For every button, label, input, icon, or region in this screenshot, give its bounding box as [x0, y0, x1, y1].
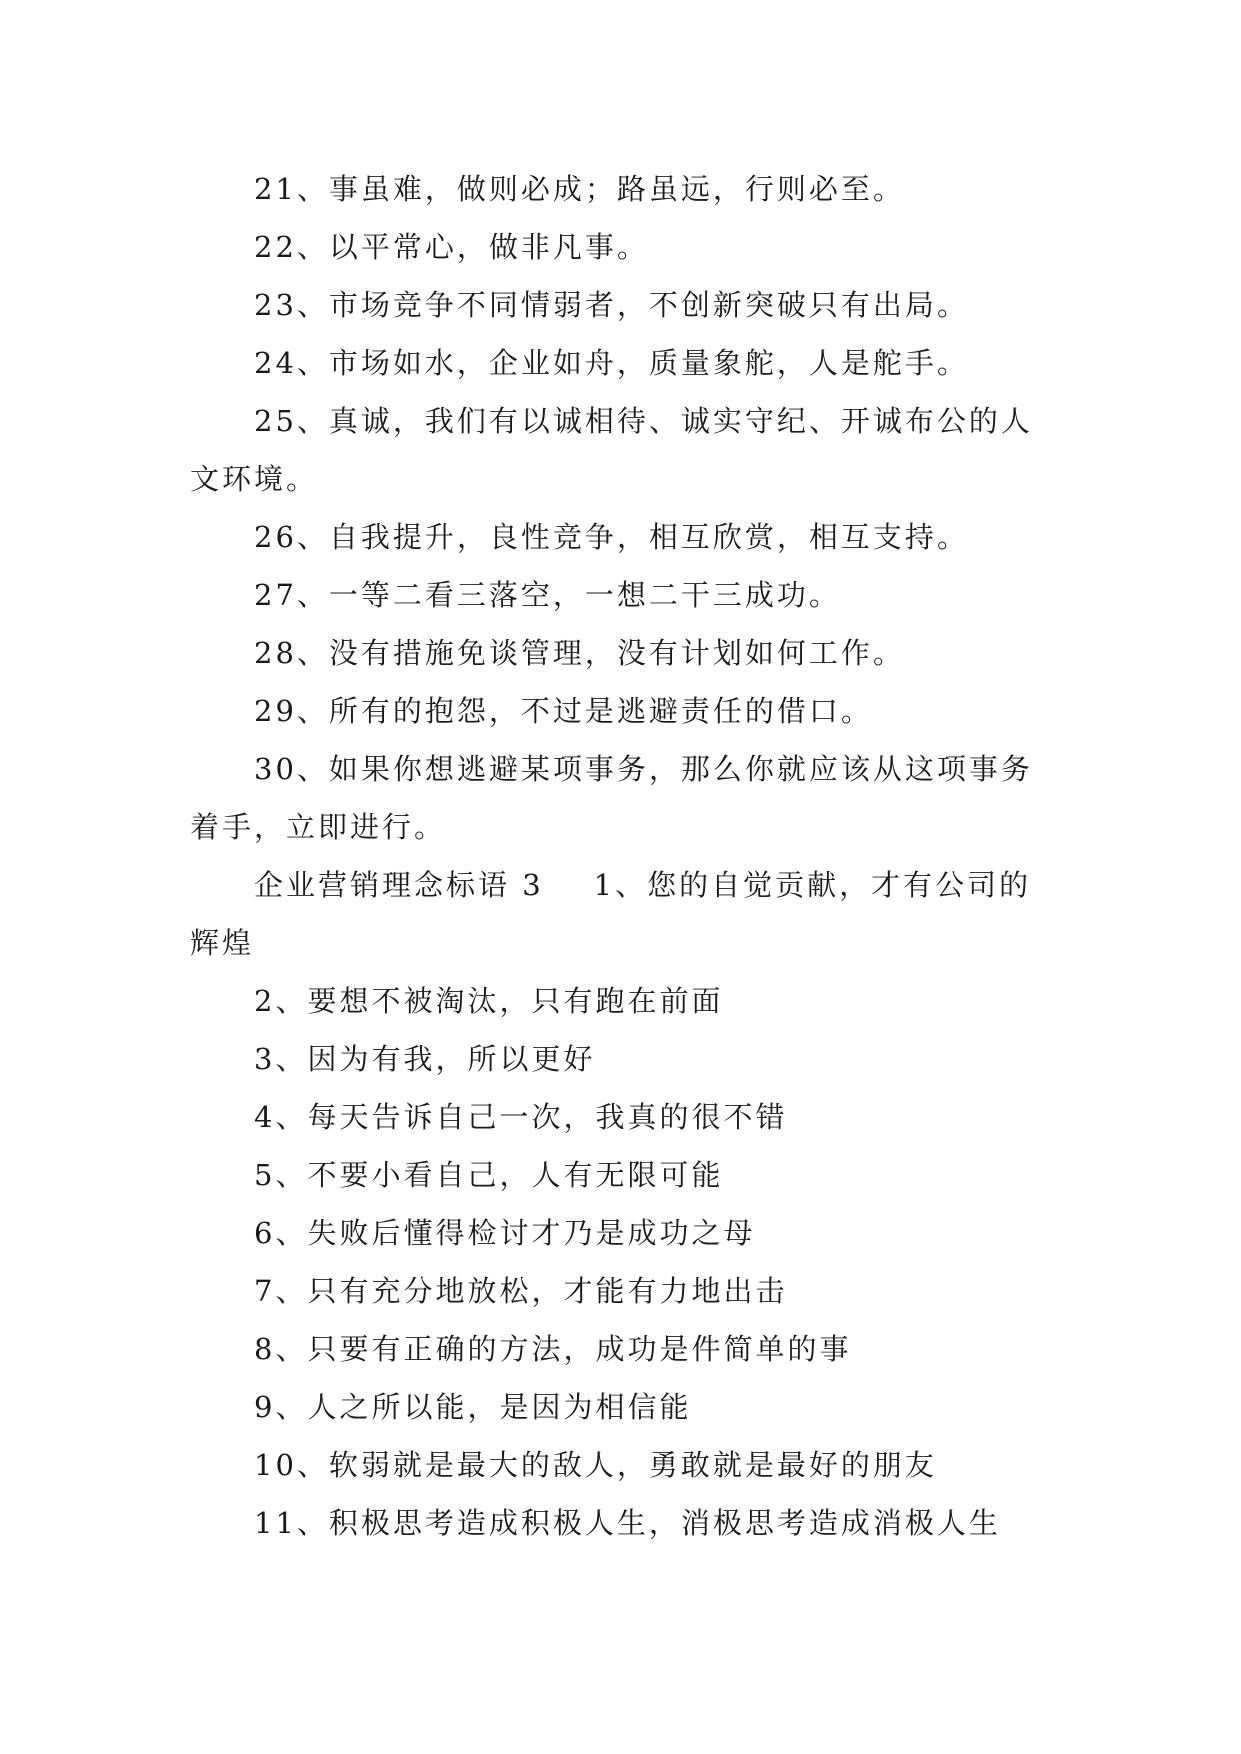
paragraph-25: 25、真诚，我们有以诚相待、诚实守纪、开诚布公的人文环境。	[190, 404, 1033, 496]
paragraph-29: 29、所有的抱怨，不过是逃避责任的借口。	[254, 694, 873, 728]
slogan-item-6: 6、失败后懂得检讨才乃是成功之母	[254, 1216, 756, 1250]
paragraph-21: 21、事虽难，做则必成；路虽远，行则必至。	[254, 172, 905, 206]
paragraph-22: 22、以平常心，做非凡事。	[254, 230, 649, 264]
slogan-item-11: 11、积极思考造成积极人生，消极思考造成消极人生	[254, 1506, 1001, 1540]
section-heading-paragraph	[190, 856, 1050, 972]
paragraph-27: 27、一等二看三落空，一想二干三成功。	[254, 578, 841, 612]
slogan-item-2: 2、要想不被淘汰，只有跑在前面	[254, 984, 724, 1018]
paragraph-26: 26、自我提升，良性竞争，相互欣赏，相互支持。	[254, 520, 969, 554]
paragraph-28: 28、没有措施免谈管理，没有计划如何工作。	[254, 636, 905, 670]
paragraph-30: 30、如果你想逃避某项事务，那么你就应该从这项事务着手，立即进行。	[190, 752, 1033, 844]
slogan-item-10: 10、软弱就是最大的敌人，勇敢就是最好的朋友	[254, 1448, 937, 1482]
paragraph-23: 23、市场竞争不同情弱者，不创新突破只有出局。	[254, 288, 969, 322]
slogan-item-8: 8、只要有正确的方法，成功是件简单的事	[254, 1332, 852, 1366]
slogan-item-3: 3、因为有我，所以更好	[254, 1042, 596, 1076]
section-first-item: 1、您的自觉贡献，才有公司的辉煌	[190, 868, 1032, 960]
slogan-item-4: 4、每天告诉自己一次，我真的很不错	[254, 1100, 788, 1134]
paragraph-24: 24、市场如水，企业如舟，质量象舵，人是舵手。	[254, 346, 969, 380]
document-body	[190, 160, 1050, 1552]
slogan-item-5: 5、不要小看自己，人有无限可能	[254, 1158, 724, 1192]
slogan-item-7: 7、只有充分地放松，才能有力地出击	[254, 1274, 788, 1308]
section-title: 企业营销理念标语 3	[254, 868, 544, 902]
slogan-item-9: 9、人之所以能，是因为相信能	[254, 1390, 692, 1424]
